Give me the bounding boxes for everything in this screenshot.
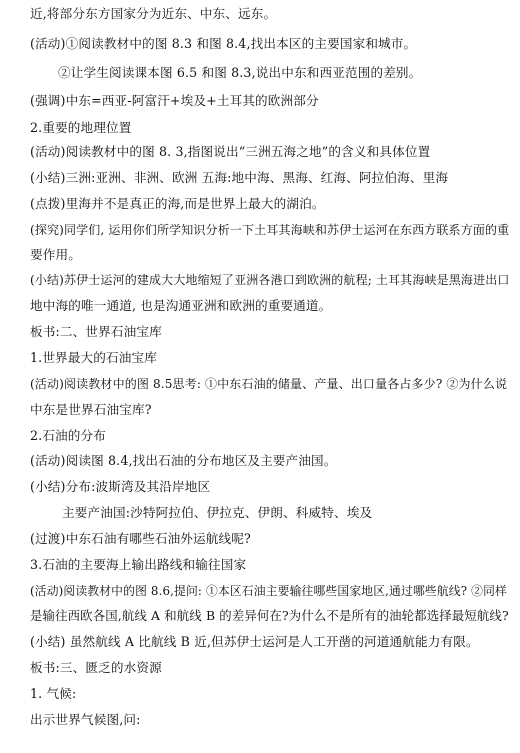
text-line: 出示世界气候图,问: <box>30 712 141 727</box>
text-line: (活动)①阅读教材中的图 8.3 和图 8.4,找出本区的主要国家和城市。 <box>30 36 417 51</box>
text-line: 地中海的唯一通道, 也是沟通亚洲和欧洲的重要通道。 <box>30 298 332 313</box>
text-line: (探究)同学们, 运用你们所学知识分析一下土耳其海峡和苏伊士运河在东西方联系方面的重 <box>30 223 510 237</box>
text-line: (活动)阅读教材中的图 8.6,提问: ①本区石油主要输往哪些国家地区,通过哪些航线? ②同样 <box>30 584 507 598</box>
text-line: (小结) 虽然航线 A 比航线 B 近,但苏伊士运河是人工开凿的河道通航能力有限。 <box>30 634 479 649</box>
text-line: (小结)苏伊士运河的建成大大地缩短了亚洲各港口到欧洲的航程; 土耳其海峡是黑海进出口 <box>30 273 510 287</box>
text-line: 中东是世界石油宝库? <box>30 402 152 417</box>
text-line: (小结)三洲:亚洲、非洲、欧洲 五海:地中海、黑海、红海、阿拉伯海、里海 <box>30 170 449 185</box>
text-line: (强调)中东=西亚-阿富汗+埃及+土耳其的欧洲部分 <box>30 93 319 108</box>
text-line: (活动)阅读教材中的图 8. 3,指图说出“三洲五海之地”的含义和具体位置 <box>30 144 431 159</box>
section-heading: 2.石油的分布 <box>30 428 107 443</box>
text-line: 主要产油国:沙特阿拉伯、伊拉克、伊朗、科威特、埃及 <box>62 505 373 520</box>
section-heading: 2.重要的地理位置 <box>30 120 132 135</box>
section-heading: 1.世界最大的石油宝库 <box>30 350 158 365</box>
text-line: (活动)阅读图 8.4,找出石油的分布地区及主要产油国。 <box>30 453 337 468</box>
text-line: (小结)分布:波斯湾及其沿岸地区 <box>30 479 211 494</box>
text-line: 要作用。 <box>30 247 81 262</box>
text-line: ②让学生阅读课本图 6.5 和图 8.3,说出中东和西亚范围的差别。 <box>58 65 422 80</box>
section-heading: 3.石油的主要海上输出路线和输往国家 <box>30 557 247 572</box>
text-line: (点拨)里海并不是真正的海,而是世界上最大的湖泊。 <box>30 196 325 211</box>
text-line: 近,将部分东方国家分为近东、中东、远东。 <box>30 6 277 21</box>
text-line: (活动)阅读教材中的图 8.5思考: ①中东石油的储量、产量、出口量各占多少? ②为什么说 <box>30 377 508 391</box>
text-line: (过渡)中东石油有哪些石油外运航线呢? <box>30 531 251 546</box>
board-heading: 板书:三、匮乏的水资源 <box>30 660 162 675</box>
board-heading: 板书:二、世界石油宝库 <box>30 324 162 339</box>
section-heading: 1. 气候: <box>30 686 77 701</box>
text-line: 是输往西欧各国,航线 A 和航线 B 的差异何在?为什么不是所有的油轮都选择最短航线? <box>30 608 509 623</box>
